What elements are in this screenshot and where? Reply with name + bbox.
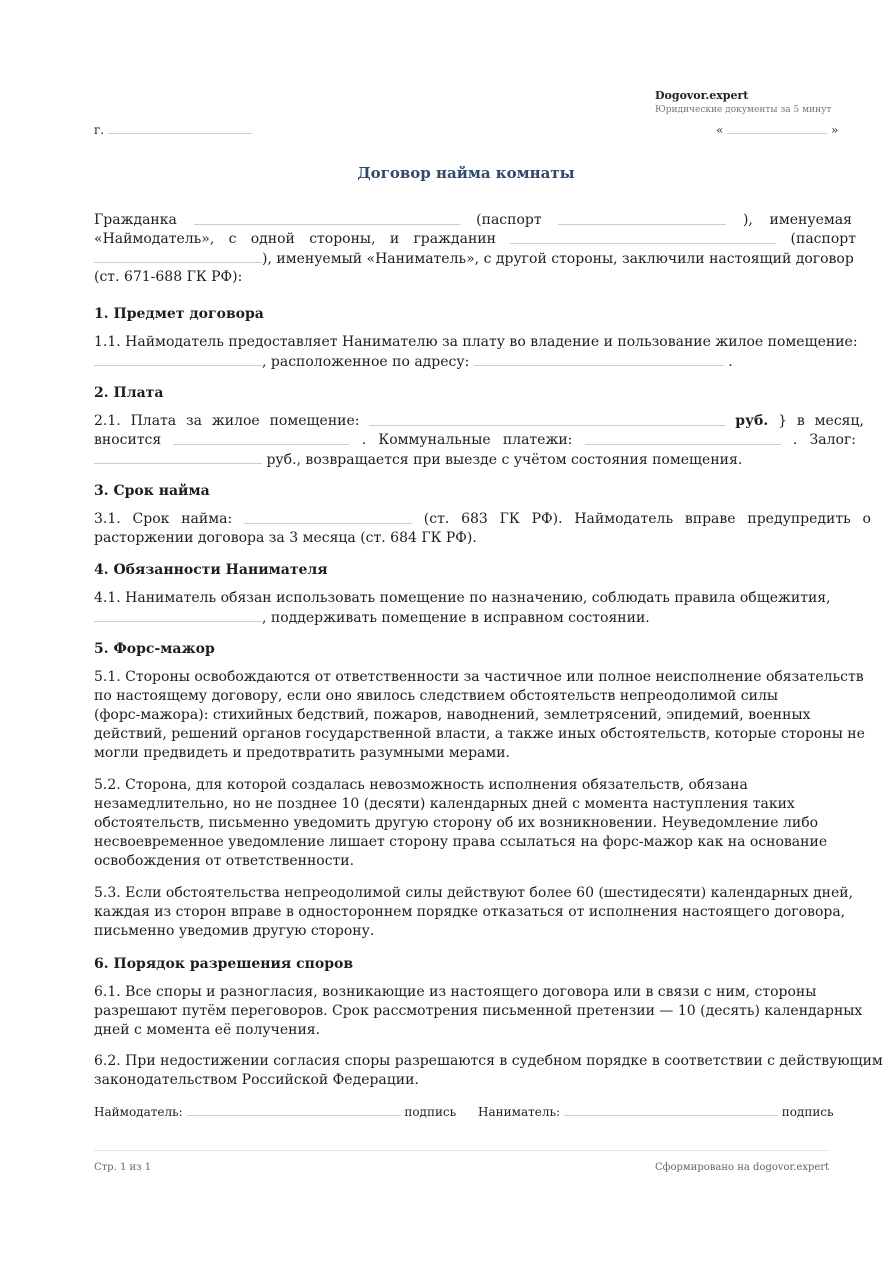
intro-line-3 <box>94 249 874 268</box>
clause-3-1-line-1 <box>94 510 871 529</box>
clause-text: . <box>792 432 798 448</box>
clause-5-2-line: освобождения от ответственности. <box>94 853 355 869</box>
date-blank[interactable] <box>727 121 827 134</box>
clause-2-1-line-1 <box>94 412 864 431</box>
intro-text: ), <box>742 212 753 228</box>
clause-4-1-line-1: 4.1. Наниматель обязан использовать помещение по назначению, соблюдать правила общежития, <box>94 590 831 606</box>
section-4-heading: 4. Обязанности Нанимателя <box>94 562 328 578</box>
clause-5-2-line: незамедлительно, но не позднее 10 (десяти) календарных дней с момента наступления таких <box>94 796 795 812</box>
landlord-signature <box>94 1103 456 1119</box>
intro-text: гражданин <box>413 231 496 247</box>
clause-2-1-line-3 <box>94 450 874 469</box>
section-6-heading: 6. Порядок разрешения споров <box>94 956 354 972</box>
intro-text: (паспорт <box>476 212 542 228</box>
clause-text: в <box>796 413 805 429</box>
clause-3-1-line-2: расторжении договора за 3 месяца (ст. 684 ГК РФ). <box>94 530 477 546</box>
section-1-heading: 1. Предмет договора <box>94 306 264 322</box>
clause-text: руб., возвращается при выезде с учётом состояния помещения. <box>266 452 743 468</box>
clause-2-1-line-2 <box>94 431 856 450</box>
intro-text: (паспорт <box>790 231 856 247</box>
clause-1-1-line-2 <box>94 352 874 371</box>
landlord-sign-caption: подпись <box>404 1105 457 1119</box>
intro-line-4: (ст. 671-688 ГК РФ): <box>94 269 243 285</box>
clause-text: . <box>728 354 733 370</box>
clause-5-2-line: 5.2. Сторона, для которой создалась невозможность исполнения обязательств, обязана <box>94 777 748 793</box>
address-blank[interactable] <box>474 352 724 366</box>
city-prefix: г. <box>94 123 105 137</box>
clause-text: } <box>778 413 787 429</box>
deposit-blank[interactable] <box>94 450 262 464</box>
clause-text: 683 <box>461 511 488 527</box>
clause-text: вносится <box>94 432 162 448</box>
page-number: Стр. 1 из 1 <box>94 1162 152 1173</box>
clause-5-2-line: несвоевременное уведомление лишает сторону права ссылаться на форс-мажор как на основание <box>94 834 828 850</box>
date-open-quote: « <box>716 123 724 137</box>
clause-4-1-line-2 <box>94 608 874 627</box>
clause-text: 2.1. <box>94 413 121 429</box>
room-blank[interactable] <box>94 352 262 366</box>
clause-text: Коммунальные <box>378 432 491 448</box>
tenant-sign-caption: подпись <box>781 1105 834 1119</box>
rent-amount-blank[interactable] <box>369 412 725 426</box>
clause-5-3-line: письменно уведомив другую сторону. <box>94 923 375 939</box>
clause-6-1-line: дней с момента её получения. <box>94 1022 321 1038</box>
clause-text: Залог: <box>809 432 856 448</box>
clause-5-3-line: 5.3. Если обстоятельства непреодолимой силы действуют более 60 (шестидесяти) календарных дней, <box>94 885 854 901</box>
intro-line-1 <box>94 211 852 230</box>
intro-line-2 <box>94 230 856 249</box>
clause-text: помещение: <box>269 413 360 429</box>
section-5-heading: 5. Форс-мажор <box>94 641 215 657</box>
clause-5-1-line: действий, решений органов государственной власти, а также иных обстоятельств, которые стороны не <box>94 726 865 742</box>
payment-term-blank[interactable] <box>173 431 349 445</box>
clause-text: 3.1. <box>94 511 121 527</box>
clause-text: платежи: <box>502 432 573 448</box>
clause-text: , расположенное по адресу: <box>262 354 470 370</box>
clause-text: месяц, <box>814 413 864 429</box>
landlord-label: Наймодатель: <box>94 1105 183 1119</box>
landlord-name-blank[interactable] <box>194 211 460 225</box>
intro-text: стороны, <box>309 231 376 247</box>
tenant-signature <box>478 1103 834 1119</box>
landlord-signature-blank[interactable] <box>187 1103 401 1116</box>
intro-text: с <box>228 231 237 247</box>
clause-1-1-line-1: 1.1. Наймодатель предоставляет Нанимателю за плату во владение и пользование жилое помещение: <box>94 334 858 350</box>
footer-divider <box>94 1150 829 1151</box>
intro-text: Гражданка <box>94 212 177 228</box>
tenant-name-blank[interactable] <box>510 230 776 244</box>
city-field <box>94 121 252 137</box>
clause-text: ГК <box>499 511 520 527</box>
clause-text: вправе <box>684 511 736 527</box>
clause-5-1-line: 5.1. Стороны освобождаются от ответственности за частичное или полное неисполнение обязательств <box>94 669 864 685</box>
clause-5-3-line: каждая из сторон вправе в одностороннем порядке отказаться от исполнения настоящего договора, <box>94 904 846 920</box>
clause-6-1-line: разрешают путём переговоров. Срок рассмотрения письменной претензии — 10 (десять) календарных <box>94 1003 863 1019</box>
lease-term-blank[interactable] <box>244 510 412 524</box>
clause-text: РФ). <box>531 511 563 527</box>
intro-text: одной <box>250 231 295 247</box>
section-3-heading: 3. Срок найма <box>94 483 210 499</box>
intro-text: и <box>389 231 400 247</box>
intro-text: «Наймодатель», <box>94 231 215 247</box>
date-close-quote: » <box>831 123 839 137</box>
document-title: Договор найма комнаты <box>357 164 575 182</box>
clause-6-2-line: 6.2. При недостижении согласия споры разрешаются в судебном порядке в соответствии с действующим <box>94 1053 883 1069</box>
clause-text: , поддерживать помещение в исправном состоянии. <box>262 610 650 626</box>
clause-text: (ст. <box>423 511 450 527</box>
tenant-signature-blank[interactable] <box>564 1103 778 1116</box>
clause-5-1-line: (форс-мажора): стихийных бедствий, пожаров, наводнений, землетрясений, эпидемий, военных <box>94 707 811 723</box>
clause-6-1-line: 6.1. Все споры и разногласия, возникающие из настоящего договора или в связи с ним, стороны <box>94 984 817 1000</box>
city-blank[interactable] <box>108 121 252 134</box>
currency-label: руб. <box>735 413 769 429</box>
intro-text: ), именуемый «Наниматель», с другой стороны, заключили настоящий договор <box>262 251 854 267</box>
clause-5-2-line: обстоятельств, письменно уведомить другую сторону об их возникновении. Неуведомление либо <box>94 815 819 831</box>
brand-tagline: Юридические документы за 5 минут <box>655 105 832 115</box>
clause-text: о <box>862 511 871 527</box>
generated-note: Сформировано на dogovor.expert <box>655 1162 830 1173</box>
clause-text: за <box>186 413 202 429</box>
tenant-label: Наниматель: <box>478 1105 561 1119</box>
utilities-blank[interactable] <box>585 431 781 445</box>
clause-5-1-line: могли предвидеть и предотвратить разумными мерами. <box>94 745 511 761</box>
clause-text: . <box>361 432 367 448</box>
clause-text: найма: <box>181 511 233 527</box>
obligation-blank[interactable] <box>94 608 262 622</box>
clause-text: жилое <box>211 413 260 429</box>
brand-name: Dogovor.expert <box>655 89 749 102</box>
section-2-heading: 2. Плата <box>94 385 164 401</box>
tenant-passport-blank[interactable] <box>94 249 262 263</box>
clause-6-2-line: законодательством Российской Федерации. <box>94 1072 419 1088</box>
clause-text: Наймодатель <box>574 511 674 527</box>
clause-text: предупредить <box>747 511 851 527</box>
clause-text: Срок <box>132 511 170 527</box>
clause-text: Плата <box>130 413 177 429</box>
date-field <box>716 121 838 137</box>
intro-text: именуемая <box>769 212 852 228</box>
landlord-passport-blank[interactable] <box>558 211 726 225</box>
clause-5-1-line: по настоящему договору, если оно явилось следствием обстоятельств непреодолимой силы <box>94 688 778 704</box>
